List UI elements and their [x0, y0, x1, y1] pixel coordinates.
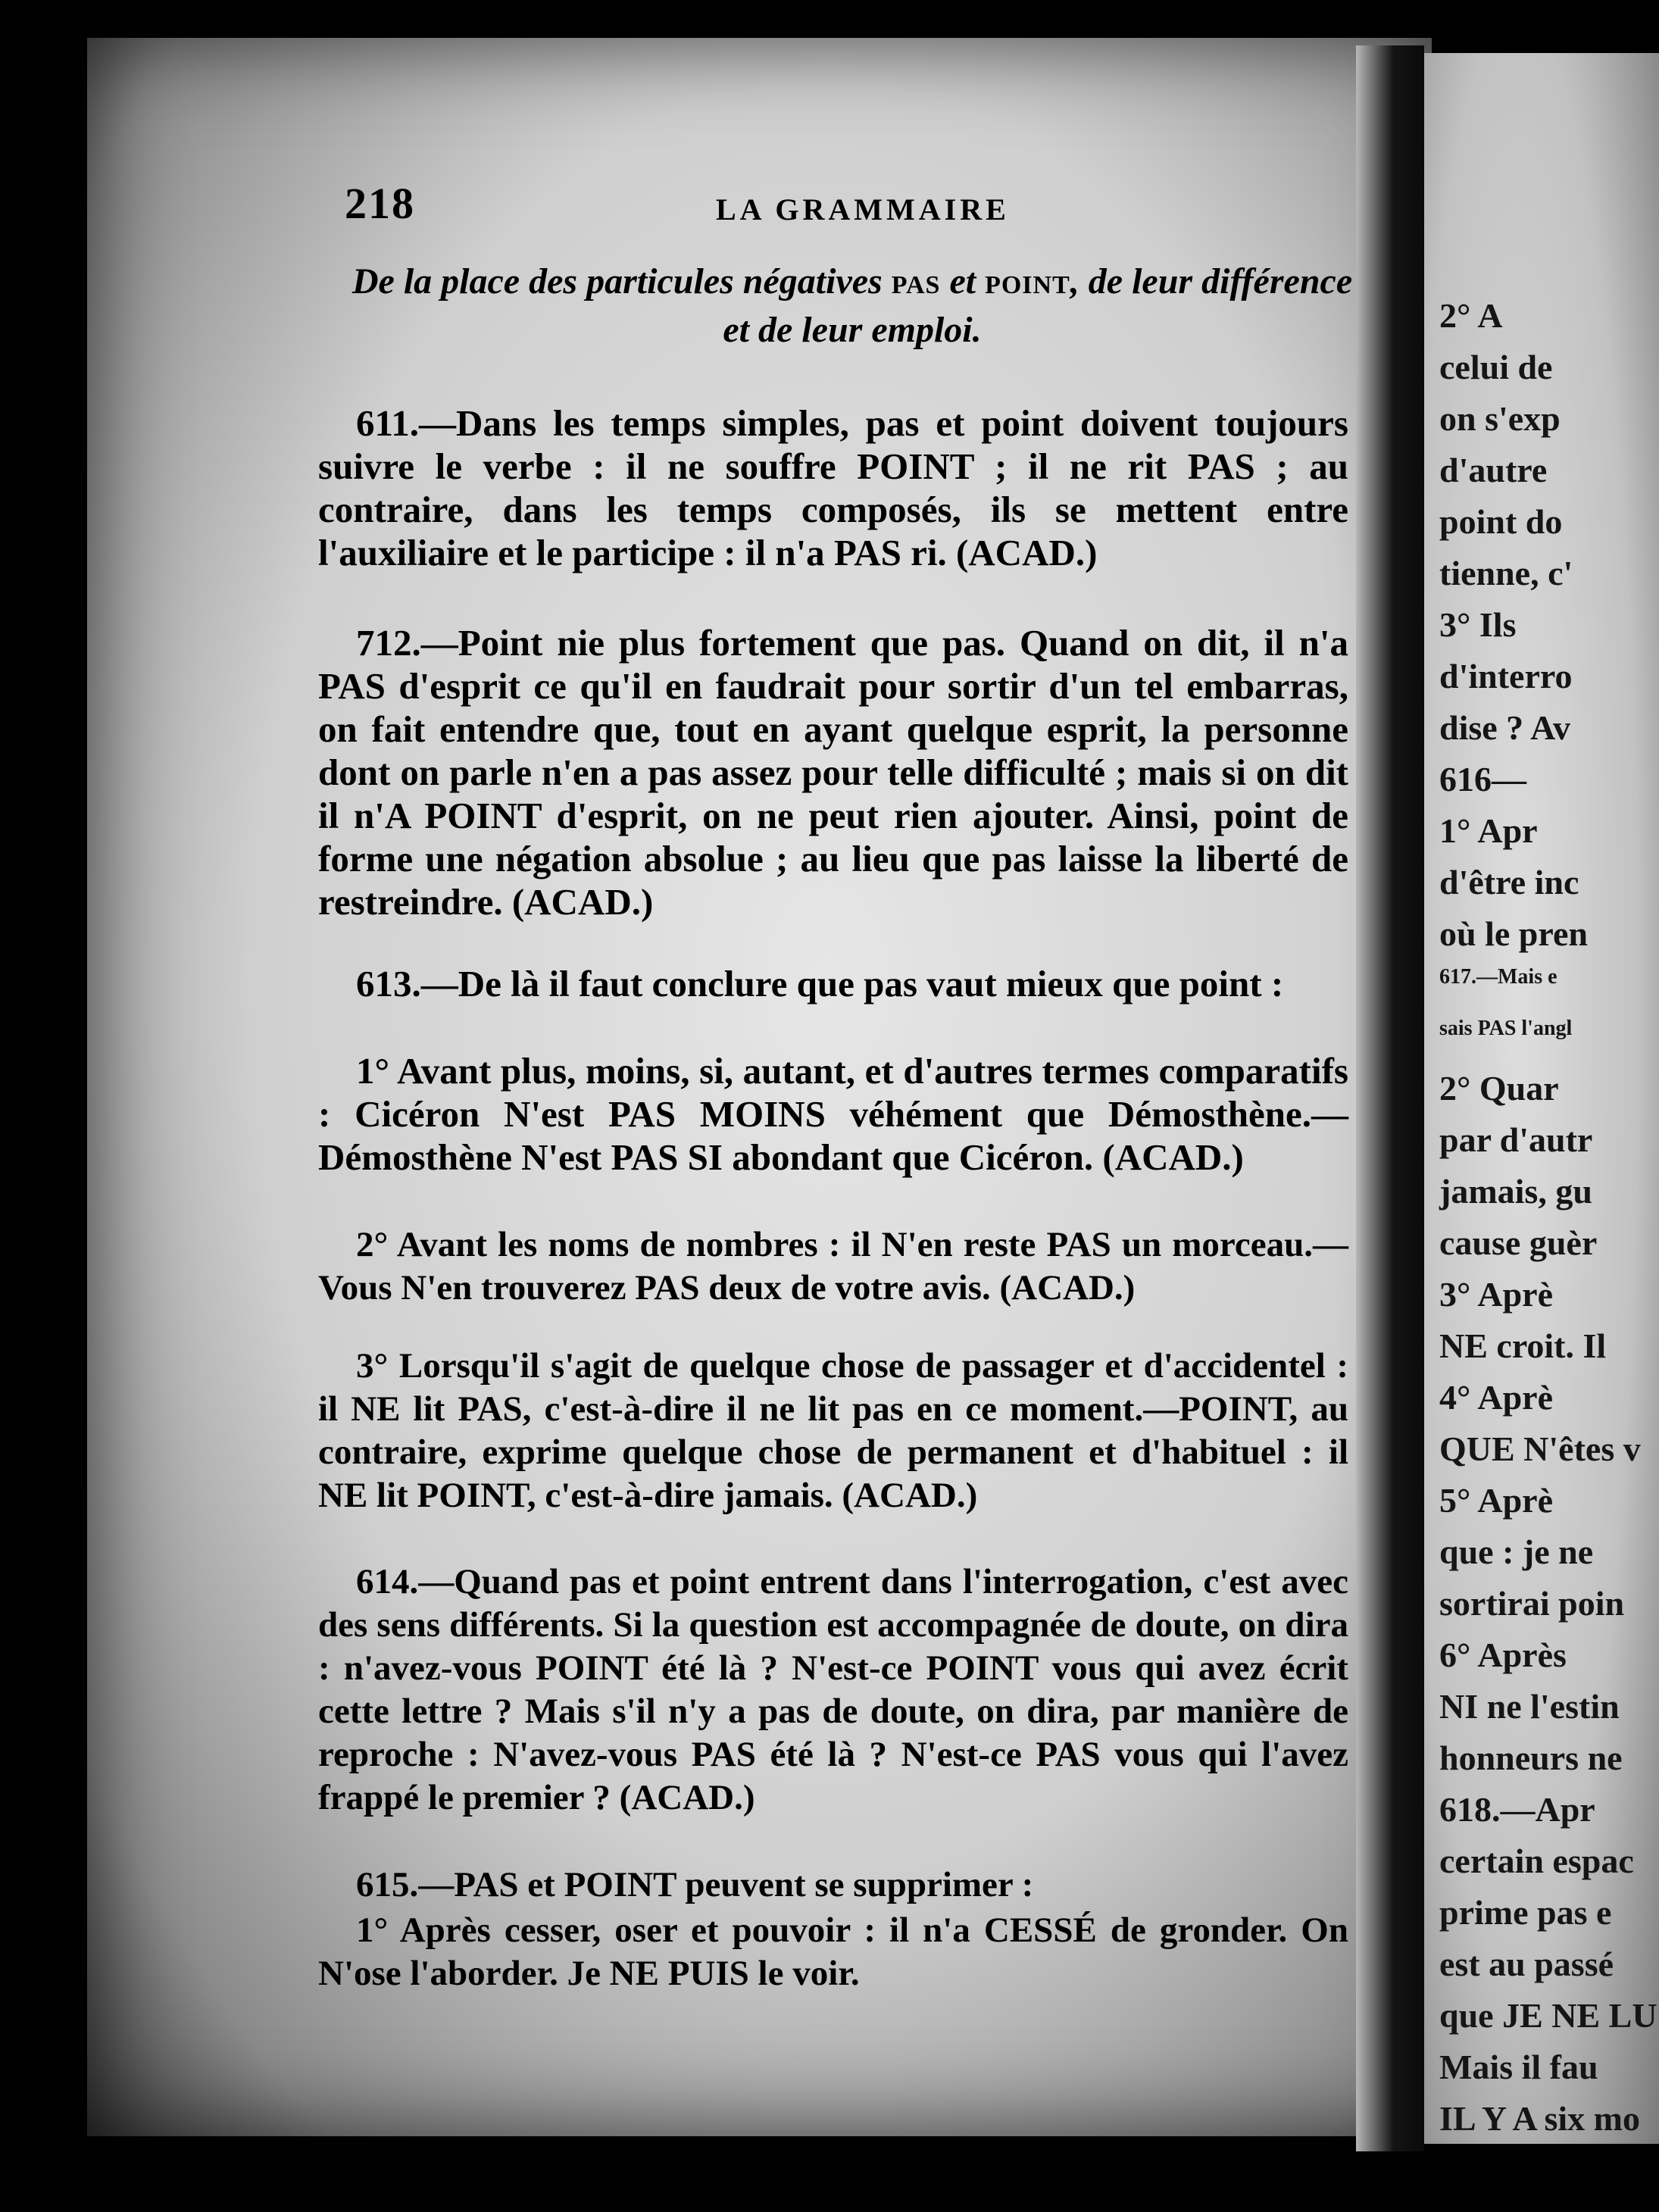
- paragraph-613-item-3: 3° Lorsqu'il s'agit de quelque chose de passager et d'accidentel : il NE lit PAS, c'est-à-dire il ne lit pas en ce moment.—POINT, au contraire, exprime quelque chose de permanent et d'habituel : il NE lit POINT, c'est-à-dire jamais. (ACAD.): [318, 1346, 1348, 1515]
- right-page-line: NE croit. Il: [1439, 1326, 1607, 1365]
- right-page-line: celui de: [1439, 348, 1553, 386]
- right-page-line: cause guèr: [1439, 1223, 1598, 1262]
- right-page: [1424, 53, 1659, 2144]
- right-page-line: 616—: [1439, 760, 1526, 798]
- right-page-line: IL Y A six mo: [1439, 2099, 1640, 2138]
- right-page-line: 2° Quar: [1439, 1069, 1559, 1108]
- right-page-line: que : je ne: [1439, 1532, 1594, 1571]
- right-page-line: par d'autr: [1439, 1120, 1593, 1159]
- section-title-point: point: [985, 261, 1070, 301]
- section-title-part: , de leur différence et de leur emploi.: [723, 261, 1353, 350]
- right-page-line: que JE NE LU: [1439, 1996, 1657, 2035]
- right-page-line: d'autre: [1439, 451, 1548, 489]
- right-page-line: dise ? Av: [1439, 708, 1570, 747]
- right-page-line: prime pas e: [1439, 1893, 1612, 1932]
- book-gutter: [1356, 45, 1424, 2151]
- right-page-line: 6° Après: [1439, 1636, 1567, 1674]
- right-page-line: jamais, gu: [1439, 1172, 1592, 1211]
- paragraph-613: 613.—De là il faut conclure que pas vaut mieux que point :: [356, 963, 1284, 1004]
- running-head: [345, 178, 1367, 239]
- page-number: 218: [345, 179, 415, 228]
- right-page-line: sortirai poin: [1439, 1584, 1625, 1623]
- right-page-line: 3° Aprè: [1439, 1275, 1553, 1314]
- right-page-line: est au passé: [1439, 1945, 1614, 1983]
- paragraph-613-item-2: 2° Avant les noms de nombres : il N'en reste PAS un morceau.—Vous N'en trouverez PAS deux de votre avis. (ACAD.): [318, 1225, 1348, 1308]
- right-page-line: certain espac: [1439, 1842, 1634, 1880]
- paragraph-613-item-1: 1° Avant plus, moins, si, autant, et d'autres termes comparatifs : Cicéron N'est PAS MOINS véhément que Démosthène.—Démosthène N'est PAS SI abondant que Cicéron. (ACAD.): [318, 1050, 1348, 1178]
- right-page-line: NI ne l'estin: [1439, 1687, 1620, 1726]
- section-title-part: et: [940, 261, 986, 301]
- right-page-line: 5° Aprè: [1439, 1481, 1553, 1520]
- paragraph-611: 611.—Dans les temps simples, pas et point doivent toujours suivre le verbe : il ne souffre POINT ; il ne rit PAS ; au contraire, dans les temps composés, ils se mettent entre l'auxiliaire et le participe : il n'a PAS ri. (ACAD.): [318, 402, 1348, 573]
- right-page-line: d'être inc: [1439, 863, 1579, 901]
- paragraph-614: 614.—Quand pas et point entrent dans l'interrogation, c'est avec des sens différents. Si la question est accompagnée de doute, on dira : n'avez-vous POINT été là ? N'est-ce POINT vous qui avez écrit cette lettre ? Mais s'il n'y a pas de doute, on dira, par manière de reproche : N'avez-vous PAS été là ? N'est-ce PAS vous qui l'avez frappé le premier ? (ACAD.): [318, 1562, 1348, 1817]
- right-page-line: tienne, c': [1439, 554, 1573, 592]
- right-page-line: QUE N'êtes v: [1439, 1429, 1641, 1468]
- right-page-line: 1° Apr: [1439, 811, 1538, 850]
- section-title-part: De la place des particules négatives: [351, 261, 892, 301]
- right-page-line: Mais il fau: [1439, 2048, 1598, 2086]
- right-page-line: 617.—Mais e: [1439, 965, 1557, 989]
- right-page-line: 618.—Apr: [1439, 1790, 1595, 1829]
- right-page-line: 4° Aprè: [1439, 1378, 1553, 1417]
- right-page-line: honneurs ne: [1439, 1739, 1623, 1777]
- section-title: [345, 258, 1360, 355]
- paragraph-615-item-1: 1° Après cesser, oser et pouvoir : il n'a CESSÉ de gronder. On N'ose l'aborder. Je NE PUIS le voir.: [318, 1911, 1348, 1993]
- right-page-line: 3° Ils: [1439, 605, 1517, 644]
- section-title-pas: pas: [891, 261, 941, 301]
- right-page-line: point do: [1439, 502, 1563, 541]
- right-page-line: on s'exp: [1439, 399, 1561, 438]
- right-page-line: d'interro: [1439, 657, 1573, 695]
- paragraph-615: 615.—PAS et POINT peuvent se supprimer :: [356, 1865, 1034, 1904]
- paragraph-612: 712.—Point nie plus fortement que pas. Quand on dit, il n'a PAS d'esprit ce qu'il en faudrait pour sortir d'un tel embarras, on fait entendre que, tout en ayant quelque esprit, la personne dont on parle n'en a pas assez pour telle difficulté ; mais si on dit il n'A POINT d'esprit, on ne peut rien ajouter. Ainsi, point de forme une négation absolue ; au lieu que pas laisse la liberté de restreindre. (ACAD.): [318, 622, 1348, 923]
- right-page-line: où le pren: [1439, 914, 1588, 953]
- running-title: LA GRAMMAIRE: [716, 192, 1010, 227]
- right-page-line: 2° A: [1439, 296, 1503, 335]
- right-page-line: sais PAS l'angl: [1439, 1017, 1573, 1040]
